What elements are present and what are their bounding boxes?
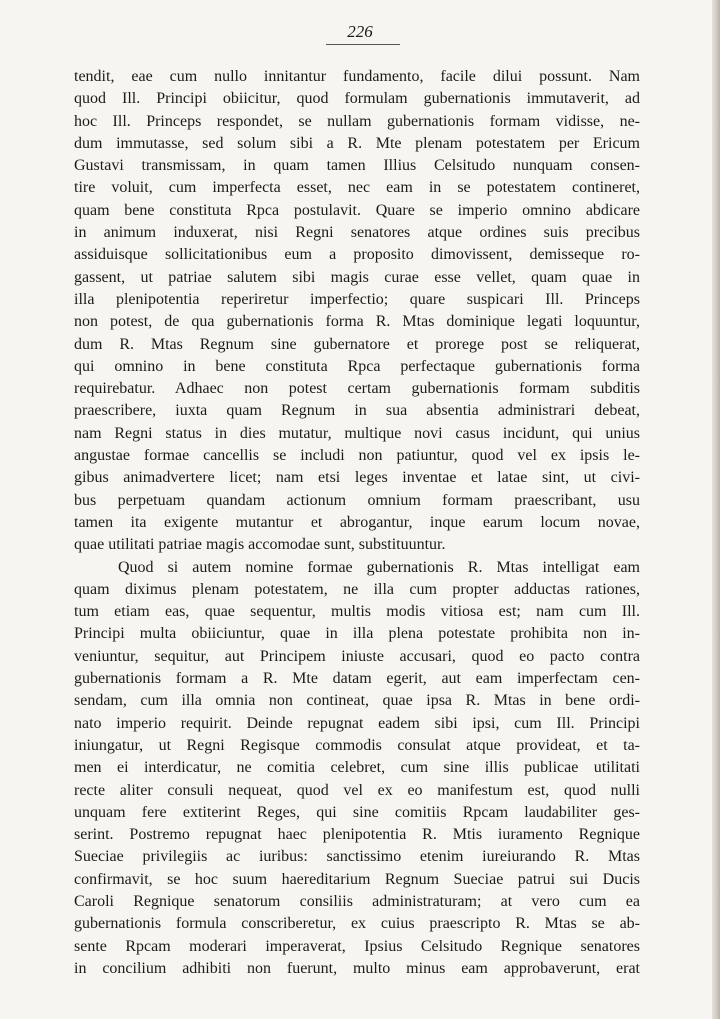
- text-line: recte aliter consuli nequeat, quod vel ex eo manifestum est, quod nulli: [74, 781, 640, 799]
- text-line: nato imperio requirit. Deinde repugnat eadem sibi ipsi, cum Ill. Principi: [74, 714, 640, 732]
- text-line: angustae formae cancellis se includi non patiuntur, quod vel ex ipsis le-: [74, 447, 640, 465]
- text-line: qui omnino in bene constituta Rpca perfectaque gubernationis forma: [74, 357, 640, 375]
- text-line: gubernationis formula conscriberetur, ex cuius praescripto R. Mtas se ab-: [74, 915, 640, 933]
- text-line: dum immutasse, sed solum sibi a R. Mte plenam potestatem per Ericum: [74, 134, 640, 152]
- text-line: confirmavit, se hoc suum haereditarium Regnum Sueciae patrui sui Ducis: [74, 870, 640, 888]
- text-line: Quod si autem nomine formae gubernationis R. Mtas intelligat eam: [118, 558, 640, 576]
- text-line: non potest, de qua gubernationis forma R. Mtas dominique legati loquuntur,: [74, 313, 640, 331]
- text-line: illa plenipotentia reperiretur imperfectio; quare suspicari Ill. Princeps: [74, 290, 640, 308]
- text-line: hoc Ill. Princeps respondet, se nullam gubernationis formam vidisse, ne-: [74, 112, 640, 130]
- text-line: quod Ill. Principi obiicitur, quod formulam gubernationis immutaverit, ad: [74, 90, 640, 108]
- text-line: tire voluit, cum imperfecta esset, nec eam in se potestatem contineret,: [74, 179, 640, 197]
- paragraph: [74, 66, 640, 557]
- paragraph: [74, 557, 640, 981]
- text-line: Gustavi transmissam, in quam tamen Illius Celsitudo nunquam consen-: [74, 157, 640, 175]
- text-line: nam Regni status in dies mutatur, multique novi casus incidunt, qui unius: [74, 424, 640, 442]
- text-line: Caroli Regnique senatorum consiliis administraturam; at vero cum ea: [74, 892, 640, 910]
- text-line: gassent, ut patriae salutem sibi magis curae esse vellet, quam quae in: [74, 268, 640, 286]
- text-line: assiduisque sollicitationibus eum a proposito dimovissent, demisseque ro-: [74, 246, 640, 264]
- text-line: tamen ita exigente mutantur et abrogantur, inque earum locum novae,: [74, 513, 640, 531]
- text-line: iniungatur, ut Regni Regisque commodis consulat atque provideat, et ta-: [74, 736, 640, 754]
- text-line: quam bene constituta Rpca postulavit. Quare se imperio omnino abdicare: [74, 201, 640, 219]
- text-line: requirebatur. Adhaec non potest certam gubernationis formam subditis: [74, 380, 640, 398]
- text-line: in concilium adhibiti non fuerunt, multo minus eam approbaverunt, erat: [74, 959, 640, 977]
- text-line: men ei interdicatur, ne comitia celebret, cum sine illis publicae utilitati: [74, 759, 640, 777]
- text-line: Principi multa obiiciuntur, quae in illa plena potestate prohibita non in-: [74, 625, 640, 643]
- text-line: sendam, cum illa omnia non contineat, quae ipsa R. Mtas in bene ordi-: [74, 692, 640, 710]
- text-line: Sueciae privilegiis ac iuribus: sanctissimo etenim iureiurando R. Mtas: [74, 848, 640, 866]
- text-line: quam diximus plenam potestatem, ne illa cum propter adductas rationes,: [74, 580, 640, 598]
- text-line: praescribere, iuxta quam Regnum in sua absentia administrari debeat,: [74, 402, 640, 420]
- page-number: 226: [347, 22, 373, 41]
- text-line: bus perpetuam quandam actionum omnium formam praescribant, usu: [74, 491, 640, 509]
- text-line: sente Rpcam moderari imperaverat, Ipsius Celsitudo Regnique senatores: [74, 937, 640, 955]
- text-line: in animum induxerat, nisi Regni senatores atque ordines suis precibus: [74, 224, 640, 242]
- text-line: serint. Postremo repugnat haec plenipotentia R. Mtis iuramento Regnique: [74, 826, 640, 844]
- body-text: [74, 66, 640, 980]
- text-line: unquam fere extiterint Reges, qui sine comitiis Rpcam laudabiliter ges-: [74, 803, 640, 821]
- text-line: tum etiam eas, quae sequentur, multis modis vitiosa est; nam cum Ill.: [74, 603, 640, 621]
- page-edge: [712, 0, 720, 1019]
- text-line: quae utilitati patriae magis accomodae sunt, substituuntur.: [74, 536, 446, 554]
- text-line: veniuntur, sequitur, aut Principem iniuste accusari, quod eo pacto contra: [74, 647, 640, 665]
- text-line: gibus animadvertere licet; nam etsi leges inventae et latae sint, ut civi-: [74, 469, 640, 487]
- text-line: gubernationis formam a R. Mte datam egerit, aut eam imperfectam cen-: [74, 670, 640, 688]
- page-number-rule: [326, 44, 400, 45]
- text-line: tendit, eae cum nullo innitantur fundamento, facile dilui possunt. Nam: [74, 68, 640, 85]
- text-line: dum R. Mtas Regnum sine gubernatore et prorege post se reliquerat,: [74, 335, 640, 353]
